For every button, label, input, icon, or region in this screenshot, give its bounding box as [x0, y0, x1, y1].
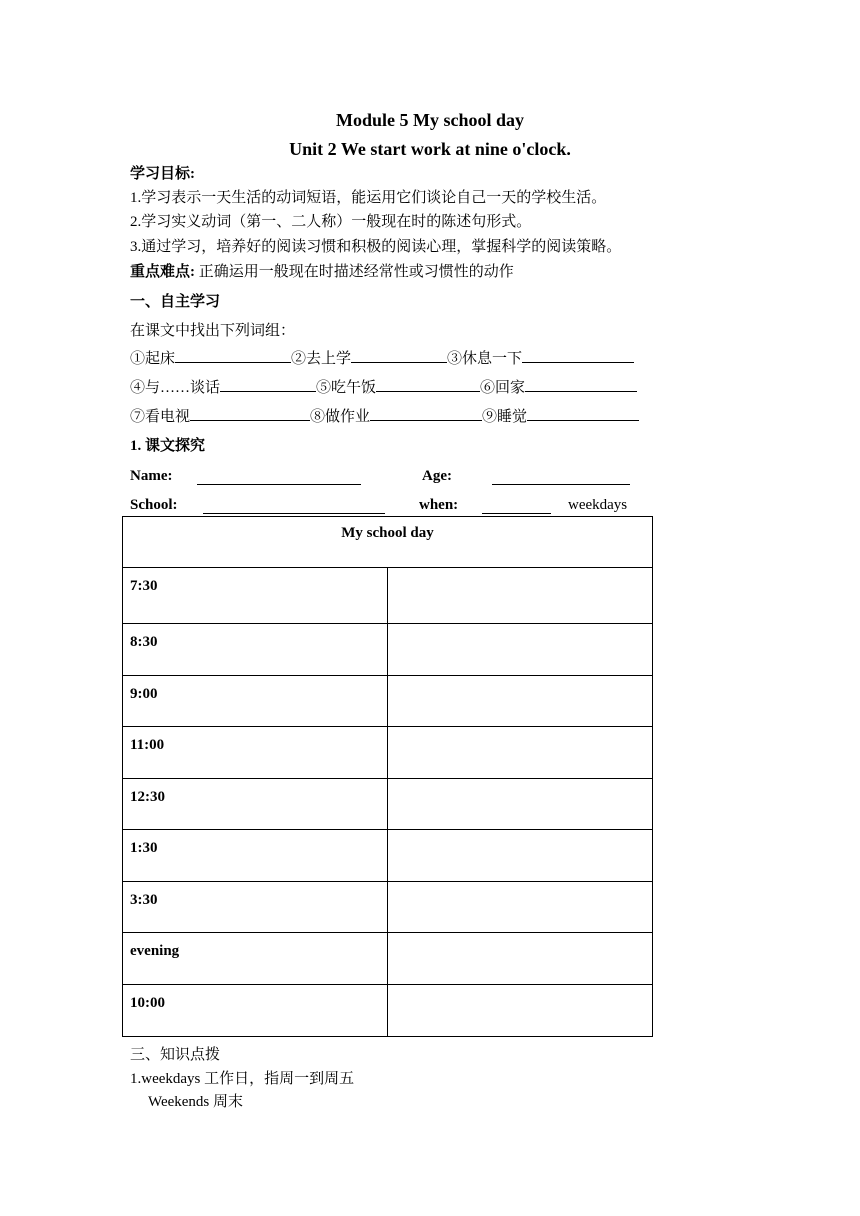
school-field[interactable]	[203, 513, 385, 514]
table-header: My school day	[123, 517, 653, 568]
activity-cell[interactable]	[388, 985, 653, 1037]
name-label: Name:	[130, 468, 173, 484]
phrase-6: ⑥回家	[480, 380, 526, 396]
phrase-1-blank[interactable]	[175, 348, 291, 363]
table-row	[123, 779, 653, 830]
name-field[interactable]	[197, 484, 361, 485]
objective-item-1: 1.学习表示一天生活的动词短语，能运用它们谈论自己一天的学校生活。	[130, 190, 607, 206]
table-row	[123, 624, 653, 676]
key-points-label: 重点难点:	[130, 264, 195, 280]
activity-cell[interactable]	[388, 727, 653, 779]
phrase-5: ⑤吃午饭	[316, 380, 377, 396]
activity-cell[interactable]	[388, 624, 653, 676]
time-cell: 7:30	[123, 568, 388, 624]
time-cell: evening	[123, 933, 388, 985]
section1-heading: 一、自主学习	[130, 294, 221, 310]
time-cell: 12:30	[123, 779, 388, 830]
knowledge-line-1: 1.weekdays 工作日，指周一到周五	[130, 1071, 355, 1087]
phrase-2-blank[interactable]	[351, 348, 447, 363]
school-day-table	[122, 516, 653, 1037]
objectives-heading: 学习目标:	[130, 166, 195, 182]
section1-instruction: 在课文中找出下列词组：	[130, 323, 296, 339]
time-cell: 3:30	[123, 882, 388, 933]
phrase-6-blank[interactable]	[525, 377, 637, 392]
phrase-2: ②去上学	[291, 351, 352, 367]
table-header-row	[123, 517, 653, 568]
phrase-row-2	[130, 377, 637, 399]
activity-cell[interactable]	[388, 779, 653, 830]
phrase-1: ①起床	[130, 351, 176, 367]
time-cell: 11:00	[123, 727, 388, 779]
phrase-8: ⑧做作业	[310, 409, 371, 425]
phrase-3-blank[interactable]	[522, 348, 634, 363]
activity-cell[interactable]	[388, 882, 653, 933]
time-cell: 1:30	[123, 830, 388, 882]
phrase-9-blank[interactable]	[527, 406, 639, 421]
when-label: when:	[419, 497, 459, 513]
objective-item-2: 2.学习实义动词（第一、二人称）一般现在时的陈述句形式。	[130, 214, 532, 230]
key-points	[130, 261, 514, 283]
table-row	[123, 676, 653, 727]
when-value: weekdays	[568, 497, 628, 513]
phrase-3: ③休息一下	[447, 351, 523, 367]
when-field[interactable]	[482, 513, 551, 514]
activity-cell[interactable]	[388, 830, 653, 882]
time-cell: 9:00	[123, 676, 388, 727]
phrase-4: ④与……谈话	[130, 380, 221, 396]
time-cell: 8:30	[123, 624, 388, 676]
section2-heading: 1. 课文探究	[130, 438, 206, 454]
phrase-5-blank[interactable]	[376, 377, 480, 392]
table-row	[123, 882, 653, 933]
page-subtitle: Unit 2 We start work at nine o'clock.	[289, 139, 571, 159]
phrase-7-blank[interactable]	[190, 406, 310, 421]
age-label: Age:	[422, 468, 452, 484]
page-title: Module 5 My school day	[335, 110, 524, 130]
phrase-8-blank[interactable]	[370, 406, 482, 421]
activity-cell[interactable]	[388, 568, 653, 624]
section3-heading: 三、知识点拨	[130, 1047, 221, 1063]
table-row	[123, 568, 653, 624]
phrase-9: ⑨睡觉	[482, 409, 528, 425]
phrase-7: ⑦看电视	[130, 409, 191, 425]
table-row	[123, 985, 653, 1037]
objective-item-3: 3.通过学习，培养好的阅读习惯和积极的阅读心理，掌握科学的阅读策略。	[130, 239, 622, 255]
activity-cell[interactable]	[388, 933, 653, 985]
activity-cell[interactable]	[388, 676, 653, 727]
knowledge-line-2: Weekends 周末	[148, 1094, 244, 1110]
key-points-text: 正确运用一般现在时描述经常性或习惯性的动作	[198, 264, 514, 280]
phrase-row-3	[130, 406, 639, 428]
time-cell: 10:00	[123, 985, 388, 1037]
table-row	[123, 933, 653, 985]
age-field[interactable]	[492, 484, 630, 485]
table-row	[123, 830, 653, 882]
school-label: School:	[130, 497, 178, 513]
phrase-row-1	[130, 348, 634, 370]
phrase-4-blank[interactable]	[220, 377, 316, 392]
table-row	[123, 727, 653, 779]
